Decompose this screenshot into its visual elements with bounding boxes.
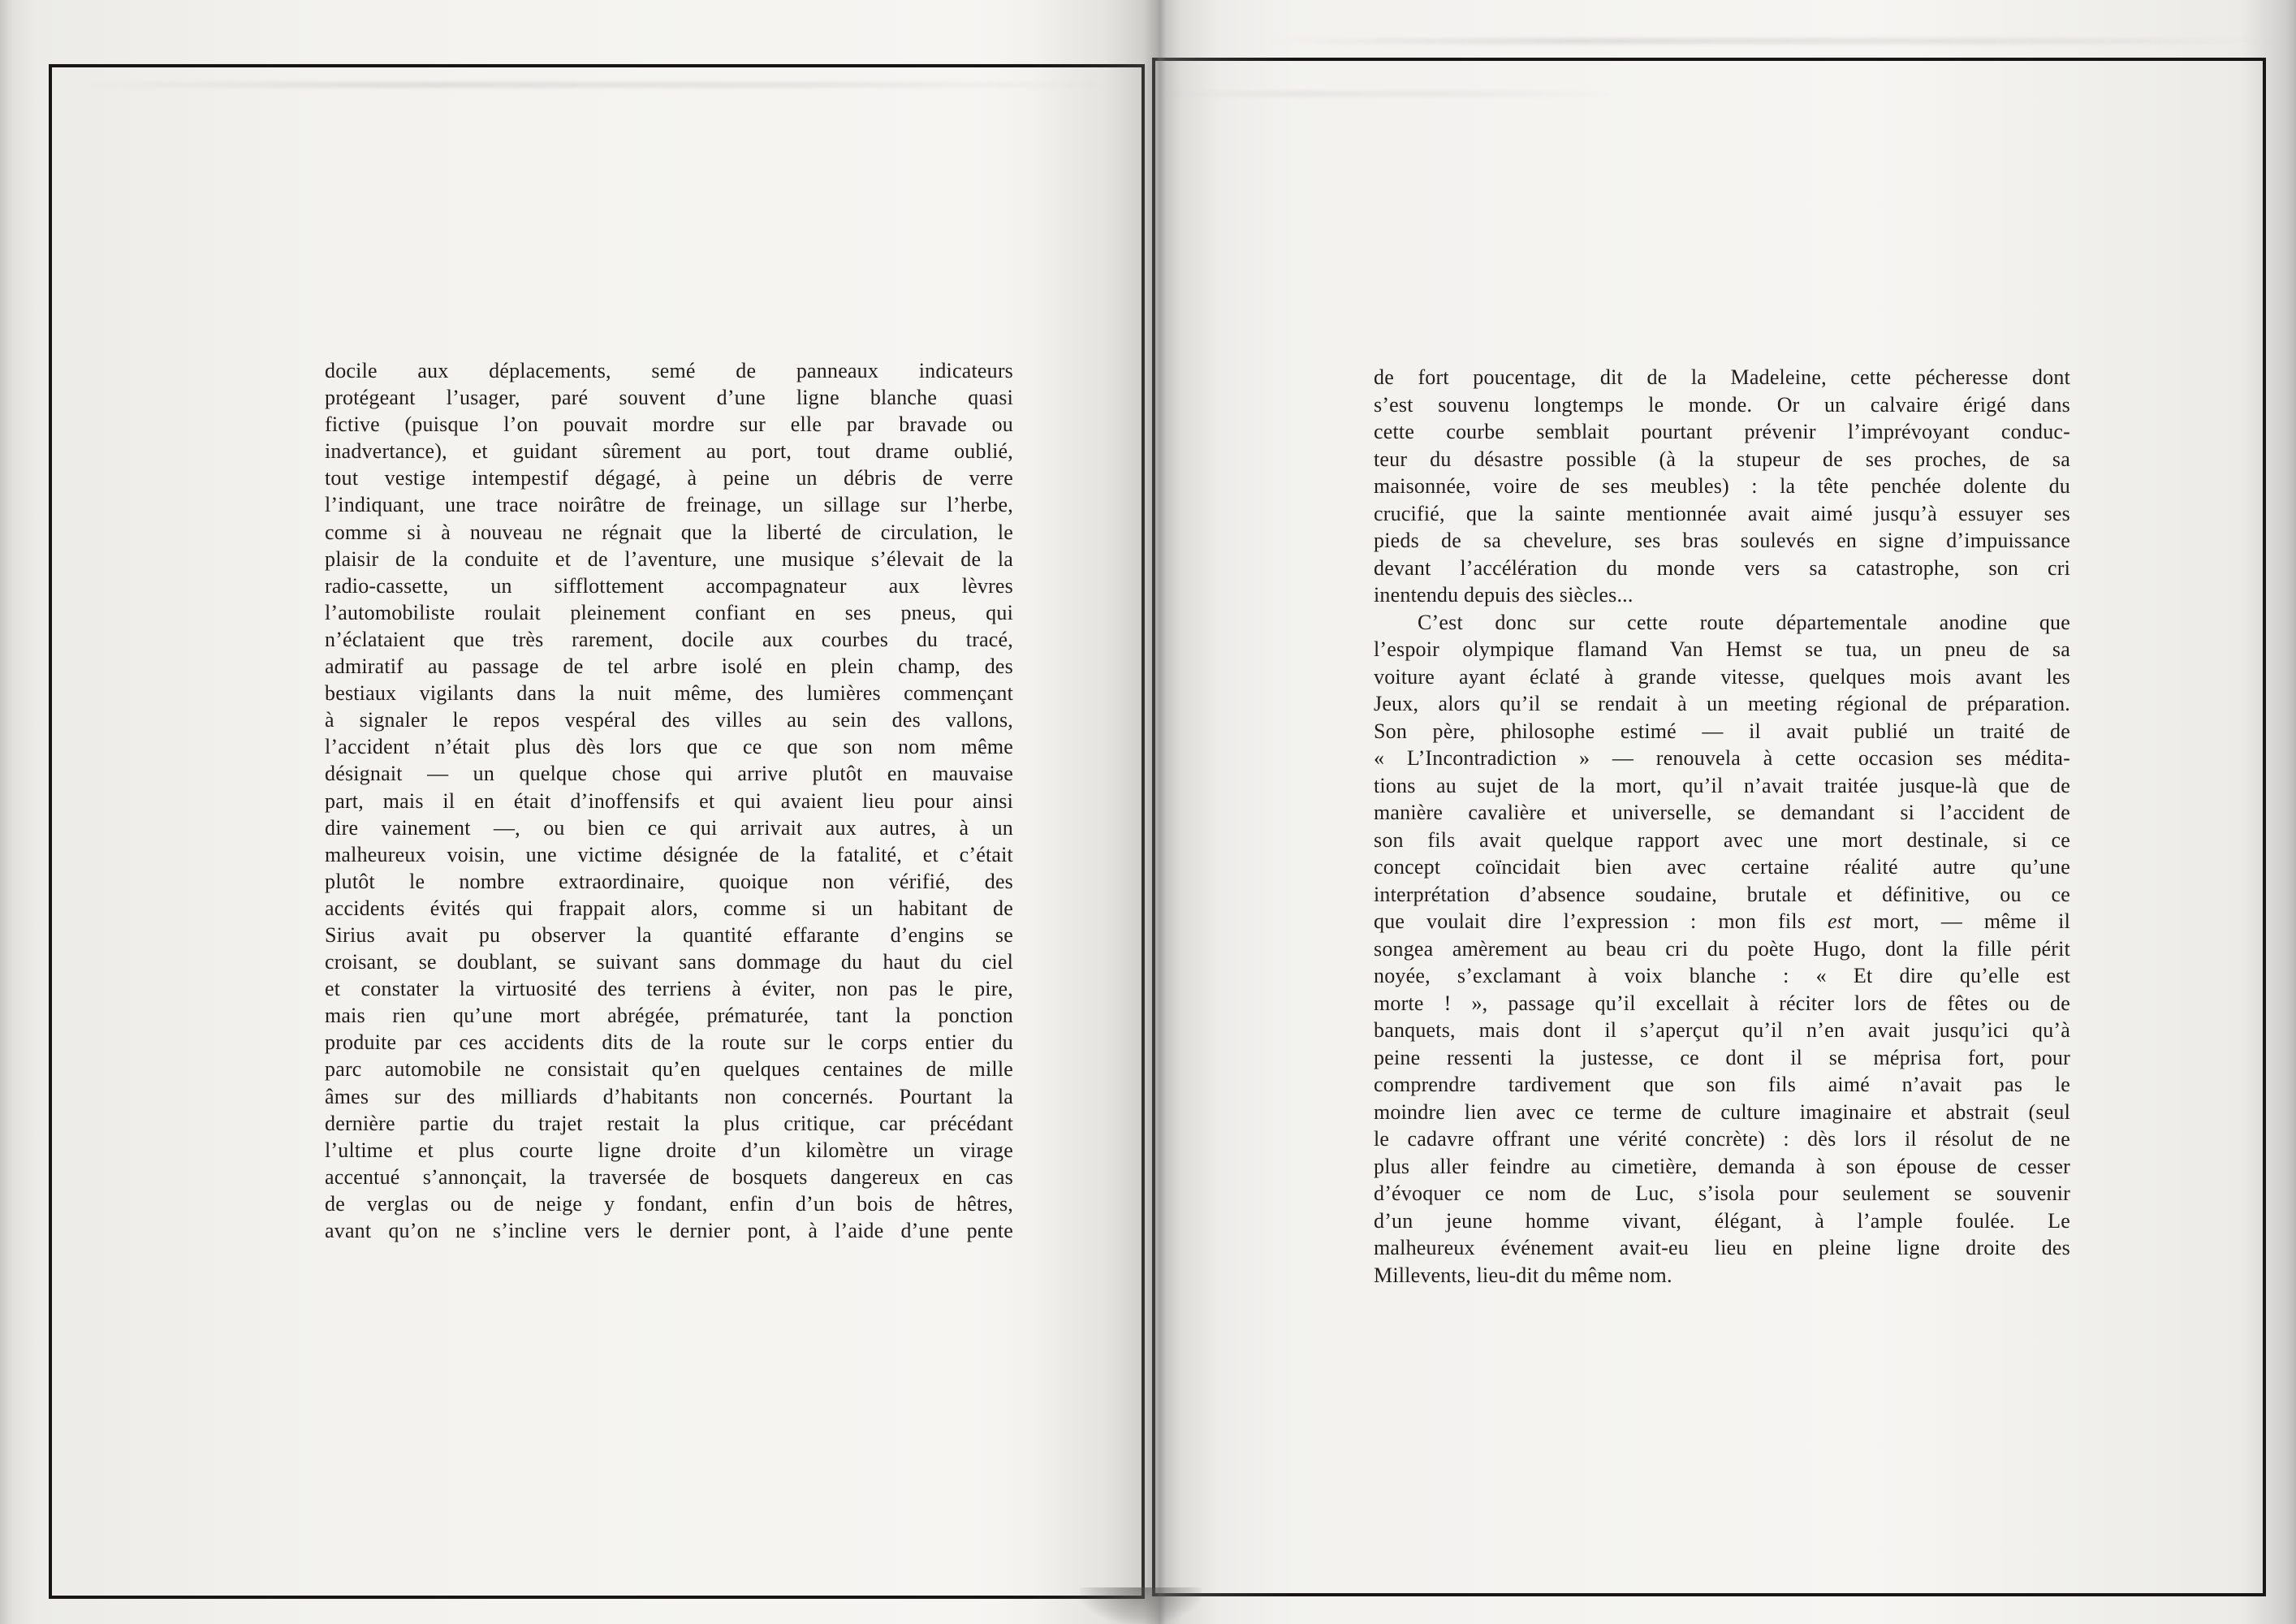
text-line: admiratif au passage de tel arbre isolé en plein champ, des xyxy=(325,654,1013,679)
text-line: teur du désastre possible (à la stupeur de ses proches, de sa xyxy=(1374,447,2070,471)
text-line: mais rien qu’une mort abrégée, prématurée, tant la ponction xyxy=(325,1004,1013,1028)
text-line: devant l’accélération du monde vers sa catastrophe, son cri xyxy=(1374,555,2070,580)
text-line: maisonnée, voire de ses meubles) : la tête penchée dolente du xyxy=(1374,474,2070,498)
text-line: d’un jeune homme vivant, élégant, à l’ample foulée. Le xyxy=(1374,1208,2070,1233)
page-edge-left xyxy=(0,0,13,1624)
text-line: l’ultime et plus courte ligne droite d’un kilomètre un virage xyxy=(325,1138,1013,1162)
text-line: fictive (puisque l’on pouvait mordre sur elle par bravade ou xyxy=(325,412,1013,437)
text-line: plaisir de la conduite et de l’aventure, une musique s’élevait de la xyxy=(325,546,1013,571)
page-edge-right xyxy=(2278,0,2296,1624)
text-line: manière cavalière et universelle, se demandant si l’accident de xyxy=(1374,801,2070,824)
text-line: malheureux voisin, une victime désignée de la fatalité, et c’était xyxy=(325,842,1013,866)
scan-smudge xyxy=(1267,38,2273,44)
text-line: parc automobile ne consistait qu’en quelques centaines de mille xyxy=(325,1057,1013,1082)
text-line: part, mais il en était d’inoffensifs et qui avaient lieu pour ainsi xyxy=(325,788,1013,813)
text-line: de verglas ou de neige y fondant, enfin d’un bois de hêtres, xyxy=(325,1191,1013,1216)
text-line: n’éclataient que très rarement, docile aux courbes du tracé, xyxy=(325,627,1013,651)
gutter-shadow xyxy=(1031,0,1291,1624)
text-line: l’espoir olympique flamand Van Hemst se tua, un pneu de sa xyxy=(1374,637,2070,661)
text-line: « L’Incontradiction » — renouvela à cette occasion ses médita- xyxy=(1374,746,2070,770)
text-line: moindre lien avec ce terme de culture imaginaire et abstrait (seul xyxy=(1374,1099,2070,1124)
left-page-text xyxy=(325,357,1013,1244)
text-line: banquets, mais dont il s’aperçut qu’il n’en avait jusqu’ici qu’à xyxy=(1374,1018,2070,1042)
text-line: inentendu depuis des siècles... xyxy=(1374,583,1634,607)
text-line: plus aller feindre au cimetière, demanda à son épouse de cesser xyxy=(1374,1154,2070,1178)
scan-smudge xyxy=(73,82,1120,88)
text-line: dernière partie du trajet restait la plus critique, car précédant xyxy=(325,1111,1013,1135)
text-line: Jeux, alors qu’il se rendait à un meeting régional de préparation. xyxy=(1374,692,2070,715)
text-line: tions au sujet de la mort, qu’il n’avait traitée jusque-là que de xyxy=(1374,773,2070,797)
text-line: et constater la virtuosité des terriens à éviter, non pas le pire, xyxy=(325,977,1013,1001)
text-line: avant qu’on ne s’incline vers le dernier pont, à l’aide d’une pente xyxy=(325,1219,1013,1242)
text-line: accidents évités qui frappait alors, comme si un habitant de xyxy=(325,896,1013,920)
text-line: peine ressenti la justesse, ce dont il se méprisa fort, pour xyxy=(1374,1045,2070,1069)
text-line: Sirius avait pu observer la quantité effarante d’engins se xyxy=(325,922,1013,947)
text-line: croisant, se doublant, se suivant sans dommage du haut du ciel xyxy=(325,950,1013,974)
text-line: cette courbe semblait pourtant prévenir l’imprévoyant conduc- xyxy=(1374,420,2070,443)
text-line: Son père, philosophe estimé — il avait publié un traité de xyxy=(1374,719,2070,743)
text-line: désignait — un quelque chose qui arrive plutôt en mauvaise xyxy=(325,762,1013,786)
text-line: le cadavre offrant une vérité concrète) : dès lors il résolut de ne xyxy=(1374,1127,2070,1151)
text-line: pieds de sa chevelure, ses bras soulevés en signe d’impuissance xyxy=(1374,529,2070,552)
text-line: âmes sur des milliards d’habitants non concernés. Pourtant la xyxy=(325,1084,1013,1108)
text-line: dire vainement —, ou bien ce qui arrivait aux autres, à un xyxy=(325,815,1013,840)
text-line: songea amèrement au beau cri du poète Hugo, dont la fille périt xyxy=(1374,936,2070,961)
text-line: comprendre tardivement que son fils aimé n’avait pas le xyxy=(1374,1073,2070,1096)
text-line: s’est souvenu longtemps le monde. Or un calvaire érigé dans xyxy=(1374,392,2070,417)
text-line: Millevents, lieu-dit du même nom. xyxy=(1374,1263,1672,1287)
text-line: noyée, s’exclamant à voix blanche : « Et dire qu’elle est xyxy=(1374,964,2070,987)
text-line: à signaler le repos vespéral des villes au sein des vallons, xyxy=(325,708,1013,732)
gutter-bottom-shadow xyxy=(1080,1587,1202,1624)
text-line: de fort poucentage, dit de la Madeleine, cette pécheresse dont xyxy=(1374,365,2070,389)
text-line: docile aux déplacements, semé de panneaux indicateurs xyxy=(325,359,1013,382)
text-line: voiture ayant éclaté à grande vitesse, quelques mois avant les xyxy=(1374,664,2070,689)
text-line: l’accident n’était plus dès lors que ce que son nom même xyxy=(325,735,1013,759)
text-line: concept coïncidait bien avec certaine réalité autre qu’une xyxy=(1374,855,2070,879)
text-line: plutôt le nombre extraordinaire, quoique non vérifié, des xyxy=(325,869,1013,893)
text-line: que voulait dire l’expression : mon fils est mort, — même il xyxy=(1374,909,2071,933)
text-line: tout vestige intempestif dégagé, à peine un débris de verre xyxy=(325,466,1013,490)
text-line: son fils avait quelque rapport avec une mort destinale, si ce xyxy=(1374,827,2070,852)
right-page-text xyxy=(1374,364,2070,1289)
text-line: bestiaux vigilants dans la nuit même, des lumières commençant xyxy=(325,681,1013,706)
text-line: l’automobiliste roulait pleinement confiant en ses pneus, qui xyxy=(325,600,1013,624)
text-line: produite par ces accidents dits de la route sur le corps entier du xyxy=(325,1030,1013,1055)
text-line: morte ! », passage qu’il excellait à réciter lors de fêtes ou de xyxy=(1374,991,2070,1015)
text-line: C’est donc sur cette route départementale anodine que xyxy=(1418,610,2070,634)
text-line: malheureux événement avait-eu lieu en pleine ligne droite des xyxy=(1374,1236,2070,1259)
text-line: d’évoquer ce nom de Luc, s’isola pour seulement se souvenir xyxy=(1374,1181,2070,1205)
text-line: inadvertance), et guidant sûrement au port, tout drame oublié, xyxy=(325,439,1013,464)
text-line: radio-cassette, un sifflottement accompagnateur aux lèvres xyxy=(325,573,1013,598)
text-line: l’indiquant, une trace noirâtre de freinage, un sillage sur l’herbe, xyxy=(325,493,1013,517)
text-line: crucifié, que la sainte mentionnée avait aimé jusqu’à essuyer ses xyxy=(1374,501,2070,525)
text-line: interprétation d’absence soudaine, brutale et définitive, ou ce xyxy=(1374,882,2070,906)
text-line: accentué s’annonçait, la traversée de bosquets dangereux en cas xyxy=(325,1164,1013,1189)
text-line: comme si à nouveau ne régnait que la liberté de circulation, le xyxy=(325,520,1013,544)
text-line: protégeant l’usager, paré souvent d’une ligne blanche quasi xyxy=(325,386,1013,410)
